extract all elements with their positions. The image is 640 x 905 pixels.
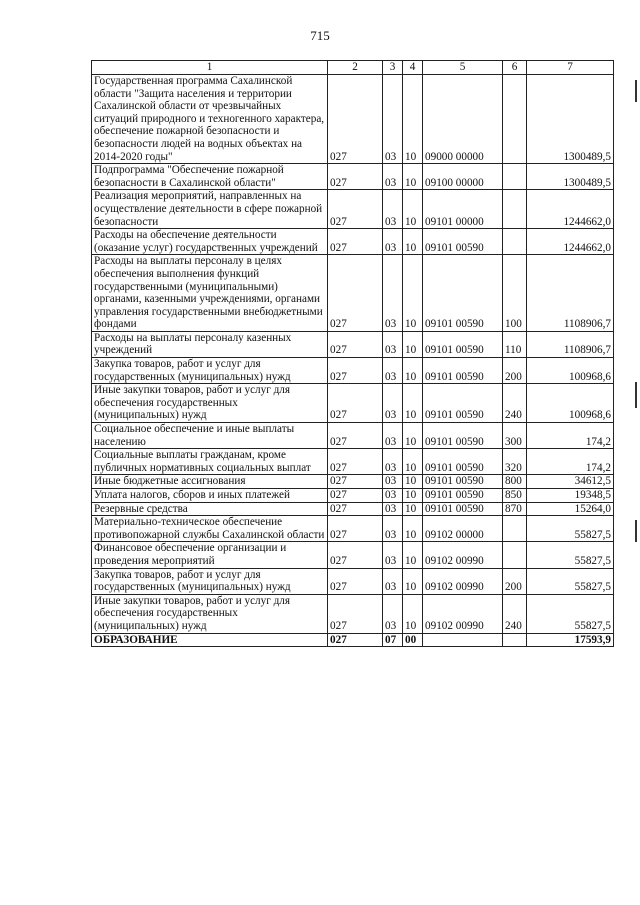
scan-mark	[635, 382, 637, 408]
table-row	[92, 384, 614, 423]
row-name: ОБРАЗОВАНИЕ	[92, 633, 328, 647]
row-target-article: 09102 00000	[423, 516, 503, 542]
row-expense-type: 870	[503, 502, 527, 516]
table-row	[92, 502, 614, 516]
row-expense-type	[503, 164, 527, 190]
row-code: 027	[328, 449, 383, 475]
row-target-article: 09101 00590	[423, 384, 503, 423]
row-code: 027	[328, 594, 383, 633]
row-amount: 1300489,5	[527, 75, 614, 164]
row-subsection: 10	[403, 384, 423, 423]
table-row	[92, 568, 614, 594]
row-name: Социальное обеспечение и иные выплаты населению	[92, 423, 328, 449]
table-row	[92, 75, 614, 164]
row-amount: 55827,5	[527, 542, 614, 568]
row-code: 027	[328, 229, 383, 255]
row-subsection: 10	[403, 331, 423, 357]
row-amount: 55827,5	[527, 516, 614, 542]
row-expense-type	[503, 542, 527, 568]
col-header-1: 1	[92, 61, 328, 75]
row-target-article: 09101 00590	[423, 423, 503, 449]
row-section: 03	[383, 449, 403, 475]
row-subsection: 10	[403, 489, 423, 503]
row-section: 03	[383, 568, 403, 594]
row-section: 03	[383, 423, 403, 449]
row-amount: 100968,6	[527, 358, 614, 384]
col-header-5: 5	[423, 61, 503, 75]
row-expense-type	[503, 75, 527, 164]
row-expense-type: 850	[503, 489, 527, 503]
row-subsection: 10	[403, 542, 423, 568]
row-name: Расходы на выплаты персоналу в целях обеспечения выполнения функций государственными (муниципальными) органами, казенными учреждениями, органами управления государственными внебюджетными фондами	[92, 255, 328, 332]
row-name: Закупка товаров, работ и услуг для государственных (муниципальных) нужд	[92, 358, 328, 384]
row-code: 027	[328, 489, 383, 503]
row-name: Социальные выплаты гражданам, кроме публичных нормативных социальных выплат	[92, 449, 328, 475]
row-subsection: 10	[403, 568, 423, 594]
row-amount: 55827,5	[527, 594, 614, 633]
row-subsection: 10	[403, 475, 423, 489]
row-target-article: 09101 00590	[423, 229, 503, 255]
col-header-6: 6	[503, 61, 527, 75]
row-amount: 34612,5	[527, 475, 614, 489]
row-target-article	[423, 633, 503, 647]
row-target-article: 09101 00590	[423, 449, 503, 475]
row-subsection: 10	[403, 75, 423, 164]
row-amount: 19348,5	[527, 489, 614, 503]
row-name: Иные бюджетные ассигнования	[92, 475, 328, 489]
row-code: 027	[328, 542, 383, 568]
row-amount: 1244662,0	[527, 229, 614, 255]
page-number: 715	[310, 28, 330, 43]
table-row	[92, 475, 614, 489]
row-expense-type	[503, 516, 527, 542]
row-code: 027	[328, 384, 383, 423]
col-header-3: 3	[383, 61, 403, 75]
row-name: Резервные средства	[92, 502, 328, 516]
row-target-article: 09102 00990	[423, 568, 503, 594]
header-row	[92, 61, 614, 75]
row-target-article: 09101 00590	[423, 502, 503, 516]
table-row	[92, 542, 614, 568]
row-section: 03	[383, 75, 403, 164]
row-section: 03	[383, 255, 403, 332]
row-section: 03	[383, 502, 403, 516]
scan-mark	[635, 80, 637, 102]
row-subsection: 10	[403, 358, 423, 384]
table-row	[92, 229, 614, 255]
row-name: Иные закупки товаров, работ и услуг для обеспечения государственных (муниципальных) нужд	[92, 384, 328, 423]
row-amount: 55827,5	[527, 568, 614, 594]
row-target-article: 09101 00590	[423, 489, 503, 503]
row-subsection: 10	[403, 255, 423, 332]
row-target-article: 09100 00000	[423, 164, 503, 190]
row-name: Финансовое обеспечение организации и проведения мероприятий	[92, 542, 328, 568]
row-name: Уплата налогов, сборов и иных платежей	[92, 489, 328, 503]
row-amount: 1108906,7	[527, 331, 614, 357]
row-expense-type: 800	[503, 475, 527, 489]
row-amount: 100968,6	[527, 384, 614, 423]
table-row	[92, 633, 614, 647]
row-subsection: 10	[403, 164, 423, 190]
row-code: 027	[328, 75, 383, 164]
row-amount: 17593,9	[527, 633, 614, 647]
row-name: Подпрограмма "Обеспечение пожарной безопасности в Сахалинской области"	[92, 164, 328, 190]
row-section: 03	[383, 190, 403, 229]
row-target-article: 09101 00000	[423, 190, 503, 229]
row-subsection: 10	[403, 423, 423, 449]
row-code: 027	[328, 331, 383, 357]
row-expense-type: 110	[503, 331, 527, 357]
row-expense-type	[503, 190, 527, 229]
row-expense-type: 240	[503, 594, 527, 633]
row-code: 027	[328, 358, 383, 384]
row-subsection: 10	[403, 516, 423, 542]
row-amount: 1244662,0	[527, 190, 614, 229]
row-section: 03	[383, 229, 403, 255]
row-section: 03	[383, 516, 403, 542]
table-row	[92, 516, 614, 542]
row-expense-type: 300	[503, 423, 527, 449]
row-code: 027	[328, 164, 383, 190]
row-name: Реализация мероприятий, направленных на осуществление деятельности в сфере пожарной безопасности	[92, 190, 328, 229]
row-section: 03	[383, 358, 403, 384]
row-target-article: 09000 00000	[423, 75, 503, 164]
row-code: 027	[328, 475, 383, 489]
row-expense-type: 100	[503, 255, 527, 332]
row-expense-type: 200	[503, 568, 527, 594]
row-target-article: 09102 00990	[423, 542, 503, 568]
row-code: 027	[328, 502, 383, 516]
row-code: 027	[328, 423, 383, 449]
row-expense-type: 240	[503, 384, 527, 423]
table-row	[92, 358, 614, 384]
row-name: Материально-техническое обеспечение противопожарной службы Сахалинской области	[92, 516, 328, 542]
row-name: Государственная программа Сахалинской области "Защита населения и территории Сахалинской области от чрезвычайных ситуаций природного и техногенного характера, обеспечение пожарной безопасности и безопасности людей на водных объектах на 2014-2020 годы"	[92, 75, 328, 164]
table-row	[92, 594, 614, 633]
row-code: 027	[328, 190, 383, 229]
row-section: 03	[383, 384, 403, 423]
table-row	[92, 164, 614, 190]
row-section: 03	[383, 331, 403, 357]
row-expense-type: 200	[503, 358, 527, 384]
row-target-article: 09101 00590	[423, 331, 503, 357]
row-section: 03	[383, 164, 403, 190]
row-name: Расходы на обеспечение деятельности (оказание услуг) государственных учреждений	[92, 229, 328, 255]
row-target-article: 09101 00590	[423, 358, 503, 384]
row-expense-type	[503, 229, 527, 255]
row-subsection: 10	[403, 594, 423, 633]
col-header-2: 2	[328, 61, 383, 75]
row-target-article: 09101 00590	[423, 475, 503, 489]
row-target-article: 09101 00590	[423, 255, 503, 332]
row-name: Закупка товаров, работ и услуг для государственных (муниципальных) нужд	[92, 568, 328, 594]
row-code: 027	[328, 633, 383, 647]
row-section: 03	[383, 475, 403, 489]
row-amount: 174,2	[527, 423, 614, 449]
row-expense-type: 320	[503, 449, 527, 475]
row-section: 03	[383, 594, 403, 633]
row-expense-type	[503, 633, 527, 647]
row-section: 07	[383, 633, 403, 647]
col-header-4: 4	[403, 61, 423, 75]
col-header-7: 7	[527, 61, 614, 75]
row-section: 03	[383, 489, 403, 503]
row-amount: 1300489,5	[527, 164, 614, 190]
row-subsection: 10	[403, 502, 423, 516]
row-subsection: 10	[403, 449, 423, 475]
row-name: Расходы на выплаты персоналу казенных учреждений	[92, 331, 328, 357]
table-row	[92, 190, 614, 229]
row-amount: 174,2	[527, 449, 614, 475]
row-amount: 15264,0	[527, 502, 614, 516]
row-section: 03	[383, 542, 403, 568]
table-row	[92, 449, 614, 475]
scan-mark	[635, 520, 637, 542]
table-body	[92, 75, 614, 647]
row-subsection: 10	[403, 229, 423, 255]
table-row	[92, 255, 614, 332]
row-subsection: 00	[403, 633, 423, 647]
row-code: 027	[328, 516, 383, 542]
row-subsection: 10	[403, 190, 423, 229]
budget-table	[91, 60, 614, 647]
table-row	[92, 331, 614, 357]
table-row	[92, 489, 614, 503]
table-row	[92, 423, 614, 449]
row-target-article: 09102 00990	[423, 594, 503, 633]
row-name: Иные закупки товаров, работ и услуг для обеспечения государственных (муниципальных) нужд	[92, 594, 328, 633]
row-code: 027	[328, 568, 383, 594]
row-amount: 1108906,7	[527, 255, 614, 332]
row-code: 027	[328, 255, 383, 332]
